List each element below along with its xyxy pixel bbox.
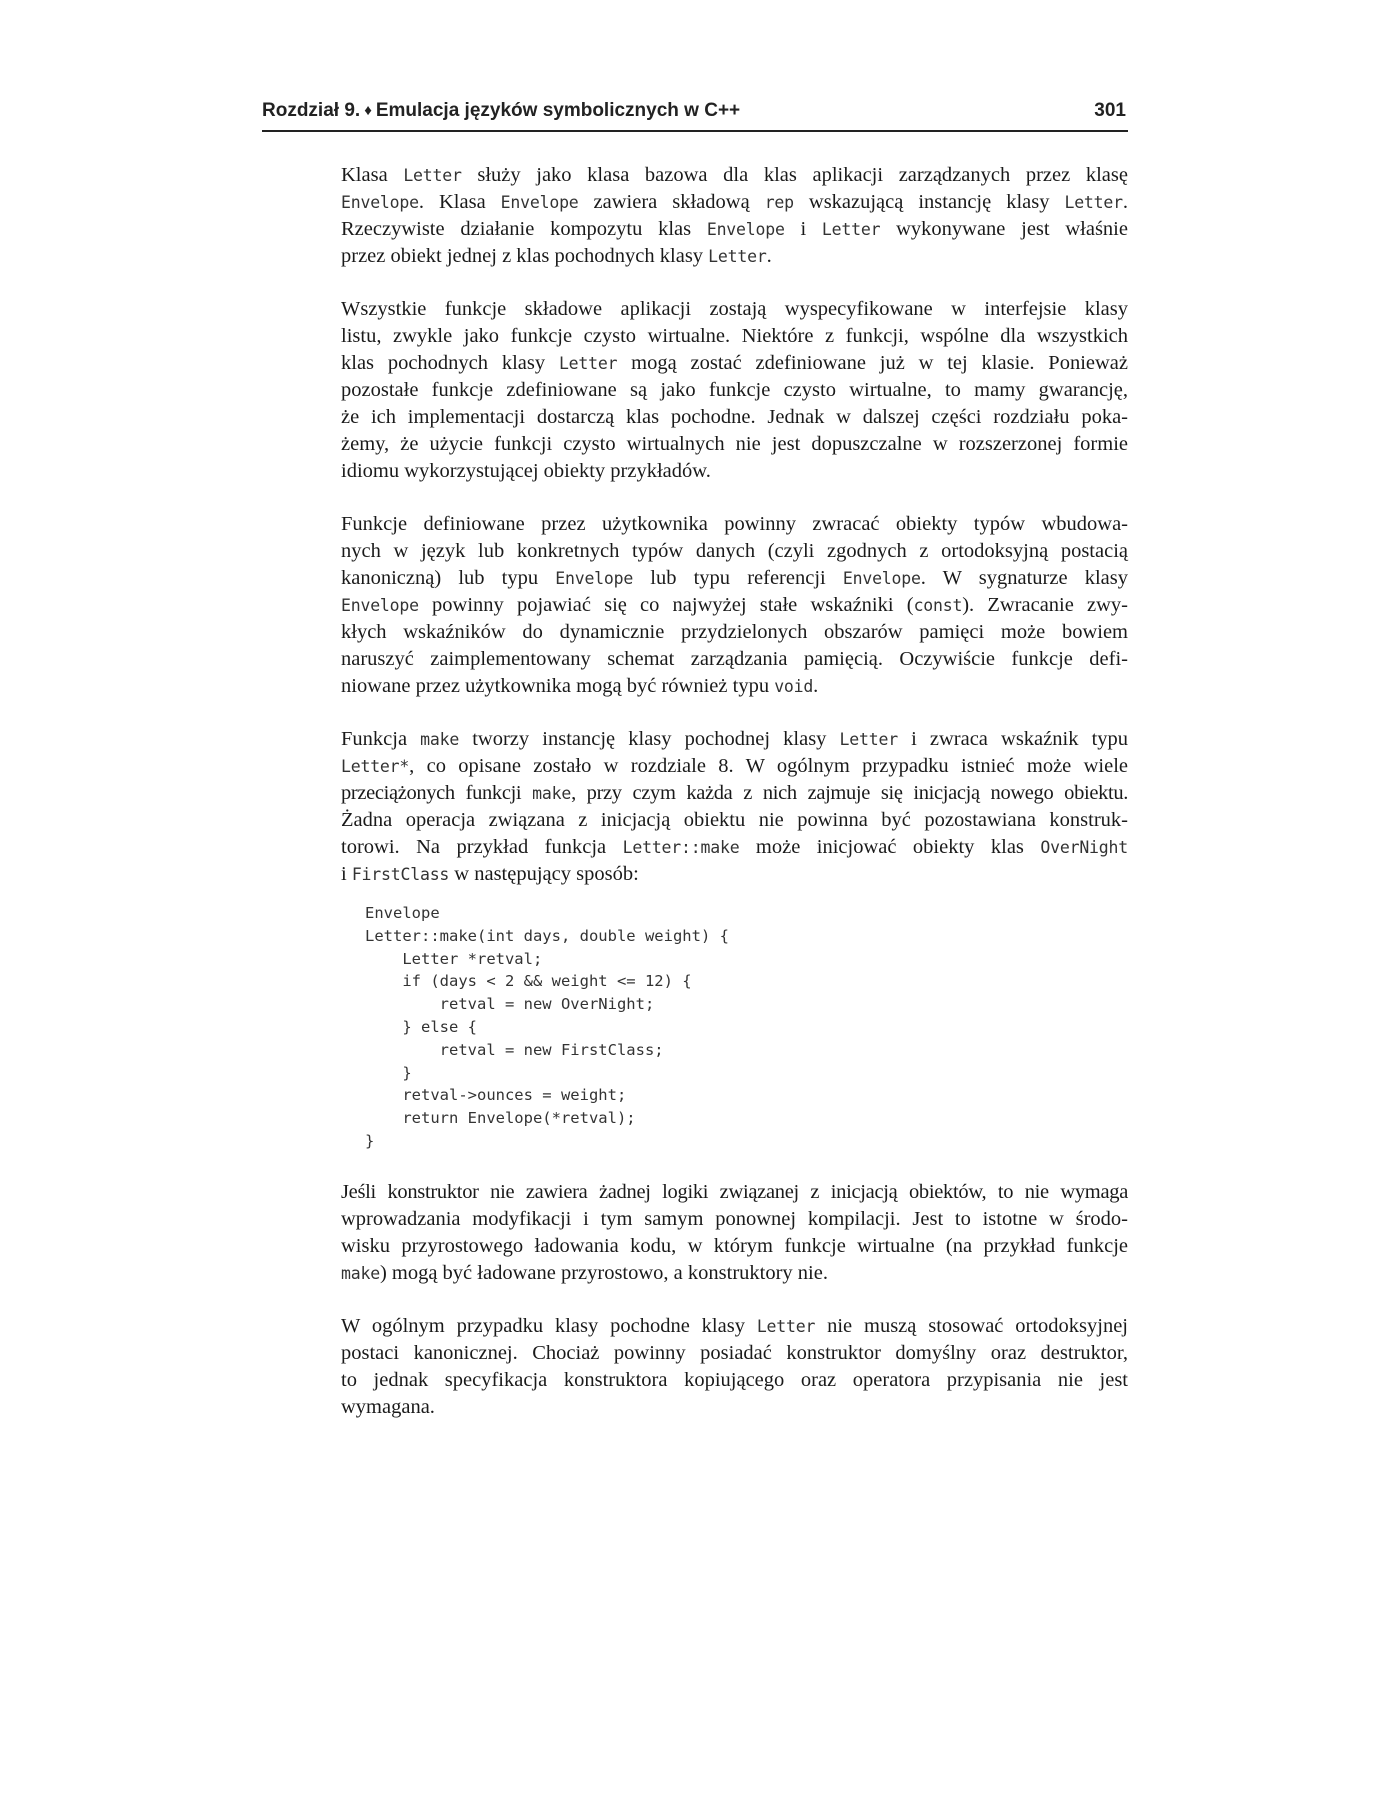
text-line: że ich implementacji dostarczą klas pochodne. Jednak w dalszej części rozdziału poka-	[341, 406, 1128, 428]
code-line: }	[365, 1131, 375, 1150]
text-line: postaci kanonicznej. Chociaż powinny posiadać konstruktor domyślny oraz destruktor,	[341, 1341, 1128, 1364]
inline-code: Letter	[821, 220, 881, 239]
inline-code: Letter	[756, 1316, 816, 1336]
text-run: w następujący sposób:	[449, 863, 639, 885]
text-run: .	[766, 245, 772, 267]
text-run: mogą zostać zdefiniowane już w tej klasie. Ponieważ	[617, 352, 1128, 374]
paragraph-1	[341, 162, 1128, 270]
text-line: Żadna operacja związana z inicjacją obiektu nie powinna być pozostawiana konstruk-	[341, 809, 1128, 831]
code-listing	[365, 902, 1128, 1153]
text-run: może inicjować obiekty klas	[739, 836, 1041, 858]
inline-code: Envelope	[341, 193, 419, 212]
text-run: Funkcja	[341, 728, 421, 750]
code-line: Letter::make(int days, double weight) {	[365, 926, 729, 945]
text-line	[341, 673, 1128, 700]
text-line	[341, 350, 1128, 377]
text-line: pozostałe funkcje zdefiniowane są jako funkcje czysto wirtualne, to mamy gwarancję,	[341, 379, 1128, 401]
inline-code: const	[913, 596, 963, 615]
text-run: i zwraca wskaźnik typu	[897, 728, 1129, 750]
text-line: to jednak specyfikacja konstruktora kopiującego oraz operatora przypisania nie jest	[341, 1368, 1128, 1391]
paragraph-2	[341, 296, 1128, 485]
text-run: ) mogą być ładowane przyrostowo, a konstruktory nie.	[379, 1261, 828, 1284]
page-number: 301	[1094, 100, 1126, 121]
text-run: Klasa	[341, 164, 404, 186]
inline-code: make	[532, 784, 572, 803]
text-run: wykonywane jest właśnie	[880, 218, 1128, 240]
inline-code: FirstClass	[351, 865, 450, 884]
inline-code: Letter*	[341, 757, 410, 776]
text-run: niowane przez użytkownika mogą być również typu	[341, 675, 775, 697]
chapter-title: Emulacja języków symbolicznych w C++	[375, 100, 741, 121]
inline-code: Letter	[839, 730, 898, 749]
text-line	[341, 780, 1128, 807]
code-line: } else {	[365, 1017, 477, 1036]
text-line	[341, 834, 1128, 861]
code-line: Envelope	[365, 904, 440, 922]
text-run: klas pochodnych klasy	[341, 352, 559, 374]
text-run: powinny pojawiać się co najwyżej stałe wskaźniki (	[418, 594, 914, 616]
text-run: nie muszą stosować ortodoksyjnej	[815, 1314, 1128, 1337]
text-run: . Klasa	[418, 191, 501, 213]
text-run: Rzeczywiste działanie kompozytu klas	[341, 218, 707, 240]
inline-code: rep	[764, 193, 794, 212]
text-line: kłych wskaźników do dynamicznie przydzielonych obszarów pamięci może bowiem	[341, 621, 1128, 643]
inline-code: Envelope	[555, 569, 634, 588]
inline-code: make	[420, 730, 460, 749]
running-header	[262, 96, 1128, 132]
chapter-label: Rozdział 9.	[262, 100, 361, 121]
inline-code: Letter::make	[622, 838, 740, 857]
text-run: przez obiekt jednej z klas pochodnych klasy	[341, 245, 709, 267]
inline-code: Envelope	[341, 596, 419, 615]
text-run: i	[784, 218, 822, 240]
text-line: Jeśli konstruktor nie zawiera żadnej logiki związanej z inicjacją obiektów, to nie wymaga	[341, 1180, 1128, 1203]
text-run: torowi. Na przykład funkcja	[341, 836, 623, 858]
text-line	[341, 726, 1128, 753]
inline-code: Letter	[1064, 193, 1123, 212]
diamond-icon: ♦	[364, 102, 372, 119]
code-line: retval = new OverNight;	[365, 995, 655, 1014]
text-run: lub typu referencji	[633, 567, 843, 589]
text-line: listu, zwykle jako funkcje czysto wirtualne. Niektóre z funkcji, wspólne dla wszystkich	[341, 325, 1128, 347]
text-run: i	[341, 863, 352, 885]
text-run: ). Zwracanie zwy-	[962, 594, 1128, 616]
text-line	[341, 753, 1128, 780]
text-line	[341, 189, 1128, 216]
text-line: naruszyć zaimplementowany schemat zarządzania pamięcią. Oczywiście funkcje defi-	[341, 648, 1128, 670]
text-run: , co opisane zostało w rozdziale 8. W ogólnym przypadku istnieć może wiele	[409, 755, 1128, 777]
paragraph-4	[341, 726, 1128, 888]
text-line: Wszystkie funkcje składowe aplikacji zostają wyspecyfikowane w interfejsie klasy	[341, 298, 1128, 320]
paragraph-5	[341, 1179, 1128, 1287]
text-line	[341, 861, 1128, 888]
inline-code: Envelope	[500, 193, 579, 212]
text-line	[341, 565, 1128, 592]
inline-code: Letter	[558, 354, 618, 373]
inline-code: Letter	[403, 166, 462, 185]
text-run: tworzy instancję klasy pochodnej klasy	[459, 728, 840, 750]
text-run: zawiera składową	[578, 191, 765, 213]
paragraph-3	[341, 511, 1128, 700]
code-line: Letter *retval;	[365, 949, 543, 968]
text-line: wisku przyrostowego ładowania kodu, w którym funkcje wirtualne (na przykład funkcje	[341, 1234, 1128, 1257]
text-run: przeciążonych funkcji	[341, 782, 533, 804]
text-run: W ogólnym przypadku klasy pochodne klasy	[341, 1314, 757, 1337]
text-line	[341, 1313, 1128, 1340]
code-line: retval = new FirstClass;	[365, 1040, 664, 1059]
code-line: }	[365, 1063, 412, 1082]
main-text	[341, 162, 1128, 1447]
text-run: .	[813, 675, 819, 697]
text-line: wprowadzania modyfikacji i tym samym ponownej kompilacji. Jest to istotne w środo-	[341, 1207, 1128, 1230]
text-run: . W sygnaturze klasy	[920, 567, 1128, 589]
text-run: służy jako klasa bazowa dla klas aplikacji zarządzanych przez klasę	[461, 164, 1128, 186]
code-line: return Envelope(*retval);	[365, 1109, 636, 1128]
text-line: żemy, że użycie funkcji czysto wirtualnych nie jest dopuszczalne w rozszerzonej formie	[341, 433, 1128, 455]
inline-code: make	[341, 1263, 380, 1283]
text-line	[341, 216, 1128, 243]
text-line: Funkcje definiowane przez użytkownika powinny zwracać obiekty typów wbudowa-	[341, 513, 1128, 535]
paragraph-6	[341, 1313, 1128, 1421]
header-chapter-title	[262, 100, 740, 122]
inline-code: OverNight	[1040, 838, 1128, 857]
text-run: , przy czym każda z nich zajmuje się inicjacją nowego obiektu.	[571, 782, 1128, 804]
text-line	[341, 592, 1128, 619]
inline-code: Envelope	[842, 569, 921, 588]
text-line: idiomu wykorzystującej obiekty przykładów.	[341, 460, 711, 482]
code-line: retval->ounces = weight;	[365, 1086, 627, 1105]
text-line: nych w język lub konkretnych typów danych (czyli zgodnych z ortodoksyjną postacią	[341, 540, 1128, 562]
text-line	[341, 162, 1128, 189]
text-line: wymagana.	[341, 1395, 435, 1418]
text-run: kanoniczną) lub typu	[341, 567, 556, 589]
text-line	[341, 1260, 1128, 1287]
text-line	[341, 243, 1128, 270]
inline-code: void	[774, 677, 814, 696]
text-run: wskazującą instancję klasy	[793, 191, 1065, 213]
code-line: if (days < 2 && weight <= 12) {	[365, 972, 692, 991]
inline-code: Envelope	[706, 220, 785, 239]
inline-code: Letter	[708, 247, 767, 266]
text-run: .	[1122, 191, 1128, 213]
